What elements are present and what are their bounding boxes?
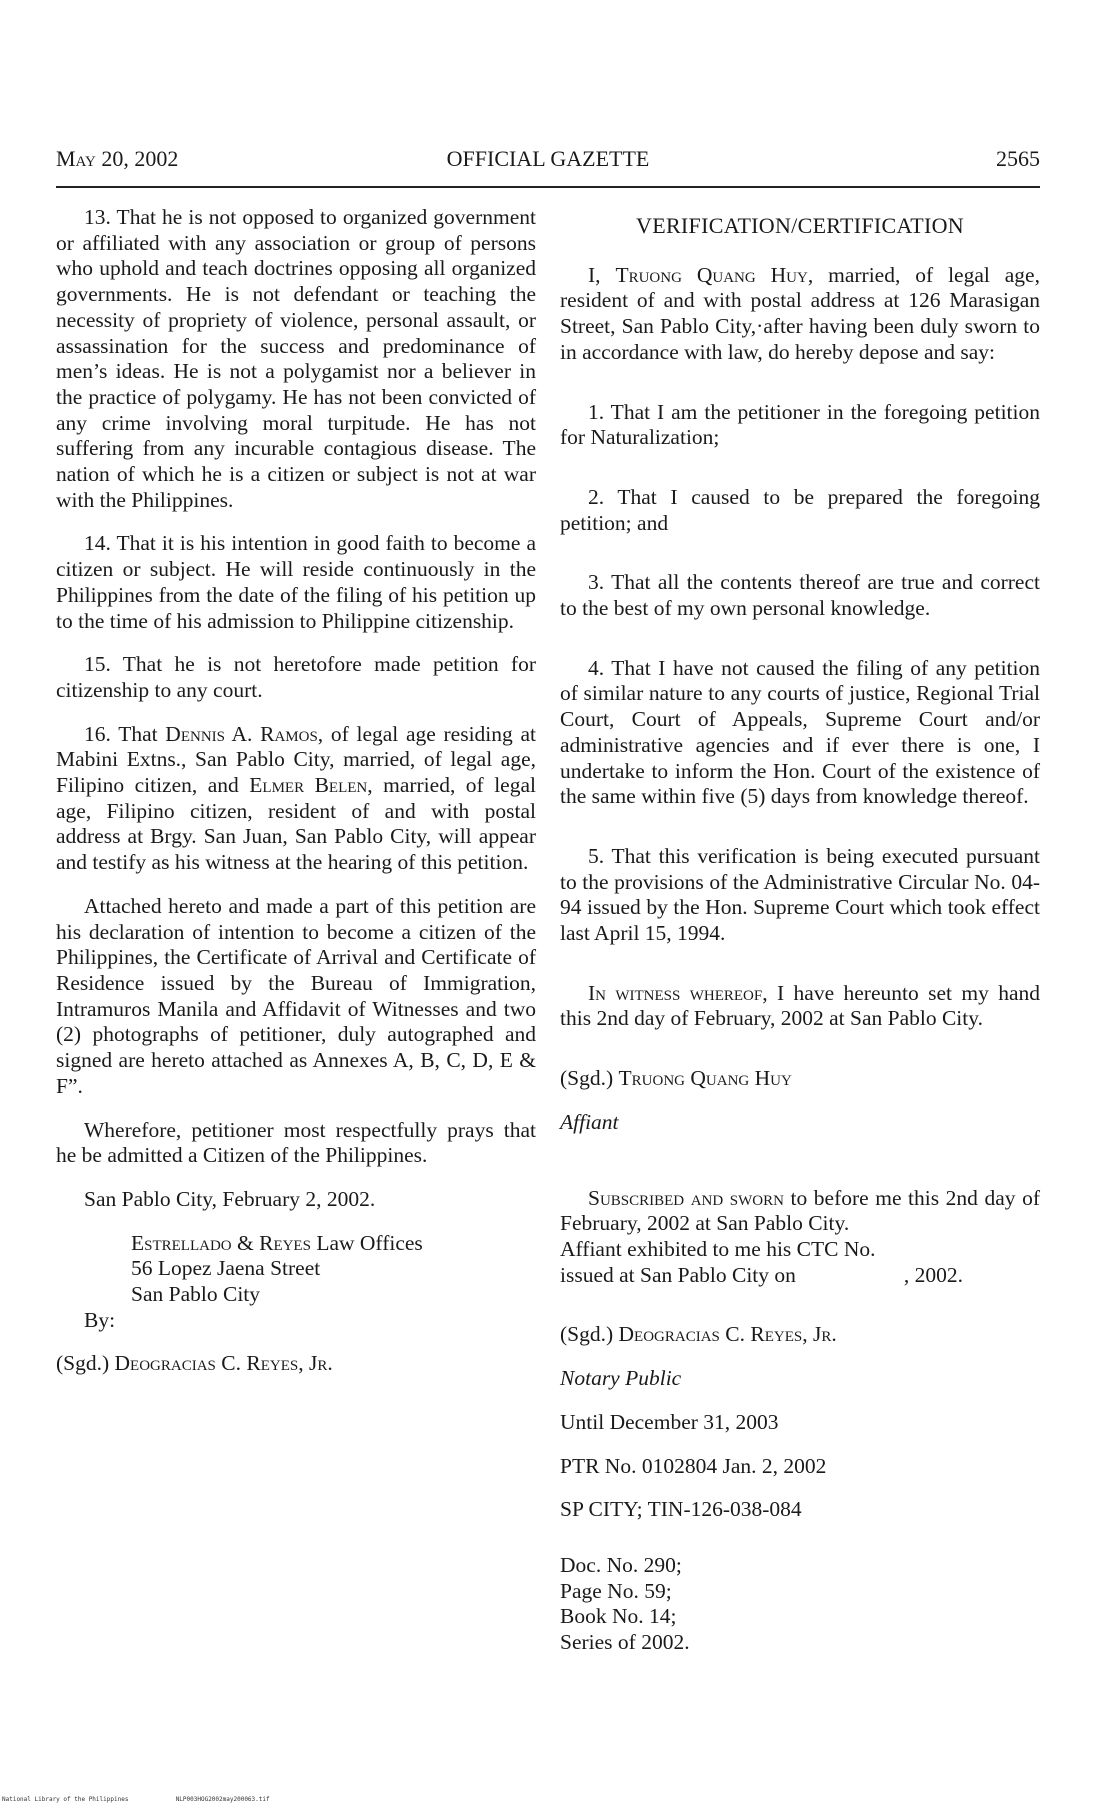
jurat-text: to before me this 2nd day of February, 2002 at San Pablo City. [560,1185,1040,1236]
witness-clause-text: I have hereunto set my hand this 2nd day of February, 2002 at San Pablo City. [560,980,1040,1031]
intro-text-a: I, [588,262,616,287]
page-number: 2565 [996,146,1040,171]
verification-item-4: 4. That I have not caused the filing of any petition of similar nature to any courts of justice, Regional Trial Court, Court of Appeals, Supreme Court and/or administrative agencies and if ever there is one, I undertake to inform the Hon. Court of the existence of the same within five (5) days from knowledge thereof. [560,655,1040,809]
counsel-name: Deogracias C. Reyes, Jr. [114,1351,333,1376]
doc-number: Doc. No. 290; [560,1552,682,1577]
affiant-name-intro: Truong Quang Huy [615,262,808,287]
footer-library: National Library of the Philippines [2,1796,129,1803]
witness-clause-caps: In witness whereof, [588,980,768,1005]
issued-text: issued at San Pablo City on [560,1262,796,1287]
header-rule [56,186,1040,188]
intro-text-b: , married, of legal age, resident of and with postal address at 126 Marasigan Street, San Pablo City,·after having been duly sworn to in accordance with law, do hereby depose and say: [560,262,1040,364]
affiant-title: Affiant [560,1109,619,1134]
right-column [560,205,1040,1656]
witness-name-2: Elmer Belen [249,773,368,798]
wherefore-paragraph: Wherefore, petitioner most respectfully prays that he be admitted a Citizen of the Philippines. [56,1117,536,1168]
place-date: San Pablo City, February 2, 2002. [84,1186,376,1211]
spacer [560,965,1040,981]
paragraph-16 [56,722,536,876]
notary-tin: SP CITY; TIN-126-038-084 [560,1497,802,1522]
affiant-signature [560,1066,1040,1092]
spacer [560,828,1040,844]
law-firm-block [131,1231,536,1308]
counsel-sgd-prefix: (Sgd.) [56,1351,115,1376]
notary-title: Notary Public [560,1366,682,1391]
verification-item-1: 1. That I am the petitioner in the foregoing petition for Naturalization; [560,399,1040,450]
spacer [560,1154,1040,1170]
p16-text-b: , of legal age residing at Mabini Extns., San Pablo City, married, of legal age, Filipino citizen, and [56,721,536,798]
notary-signature [560,1322,1040,1348]
attached-paragraph: Attached hereto and made a part of this petition are his declaration of intention to become a citizen of the Philippines, the Certificate of Arrival and Certificate of Residence issued by the Bureau of Immigration, Intramuros Manila and Affidavit of Witnesses and two (2) photographs of petitioner, duly autographed and signed are hereto attached as Annexes A, B, C, D, E & F”. [56,893,536,1098]
notarial-register [560,1553,1040,1656]
spacer [560,1170,1040,1186]
scan-footer [2,1796,270,1803]
verification-item-5: 5. That this verification is being executed pursuant to the provisions of the Administrative Circular No. 04-94 issued by the Hon. Supreme Court which took effect last April 15, 1994. [560,843,1040,946]
witness-name-1: Dennis A. Ramos [165,721,318,746]
spacer [560,554,1040,570]
issued-year: , 2002. [903,1262,964,1287]
paragraph-13: 13. That he is not opposed to organized government or affiliated with any association or group of persons who uphold and teach doctrines opposing all organized governments. He is not defendant or teaching the necessity of propriety of violence, personal assault, or assassination for the success and predominance of men’s ideas. He is not a polygamist nor a believer in the practice of polygamy. He has not been convicted of any crime involving moral turpitude. He has not suffering from any incurable contagious disease. The nation of which he is a citizen or subject is not at war with the Philippines. [56,205,536,512]
paragraph-15: 15. That he is not heretofore made petition for citizenship to any court. [56,652,536,702]
jurat-caps: Subscribed and sworn [588,1185,784,1210]
header-title: OFFICIAL GAZETTE [446,146,650,171]
paragraph-14: 14. That it is his intention in good faith to become a citizen or subject. He will reside continuously in the Philippines from the date of the filing of his petition up to the time of his admission to Philippine citizenship. [56,531,536,633]
header-date: May 20, 2002 [56,146,179,171]
book-number: Book No. 14; [560,1604,677,1629]
notary-commission: Until December 31, 2003 [560,1409,779,1434]
by-label: By: [84,1307,116,1332]
verification-item-2: 2. That I caused to be prepared the foregoing petition; and [560,484,1040,535]
notary-sgd-prefix: (Sgd.) [560,1322,619,1347]
firm-street: 56 Lopez Jaena Street [131,1256,321,1281]
p16-text-a: 16. That [84,721,166,746]
spacer [560,1050,1040,1066]
series-year: Series of 2002. [560,1630,690,1655]
affiant-sgd-prefix: (Sgd.) [560,1066,619,1091]
firm-name [131,1231,536,1257]
issued-line [560,1263,1040,1289]
p16-text-c: , married, of legal age, Filipino citizen, resident of and with postal address at Brgy. San Juan, San Pablo City, will appear and testify as his witness at the hearing of this petition. [56,773,536,875]
notary-name: Deogracias C. Reyes, Jr. [618,1322,837,1347]
affiant-name: Truong Quang Huy [618,1066,792,1091]
notary-ptr: PTR No. 0102804 Jan. 2, 2002 [560,1453,827,1478]
spacer [560,384,1040,400]
firm-name-suffix: Law Offices [310,1230,423,1255]
page-number-register: Page No. 59; [560,1578,672,1603]
spacer [560,640,1040,656]
witness-clause [560,981,1040,1032]
ctc-line: Affiant exhibited to me his CTC No. [560,1236,876,1261]
verification-item-3: 3. That all the contents thereof are true and correct to the best of my own personal knowledge. [560,570,1040,621]
spacer [560,1306,1040,1322]
left-column [56,205,536,1395]
counsel-signature [56,1351,536,1377]
spacer [560,469,1040,485]
firm-name-partners: Estrellado & Reyes [131,1230,311,1255]
firm-city: San Pablo City [131,1282,261,1307]
footer-file: NLP003HOG2002may200063.tif [175,1796,270,1803]
page-header [56,146,1040,180]
jurat [560,1186,1040,1237]
verification-intro [560,263,1040,366]
verification-heading: VERIFICATION/CERTIFICATION [636,213,964,238]
